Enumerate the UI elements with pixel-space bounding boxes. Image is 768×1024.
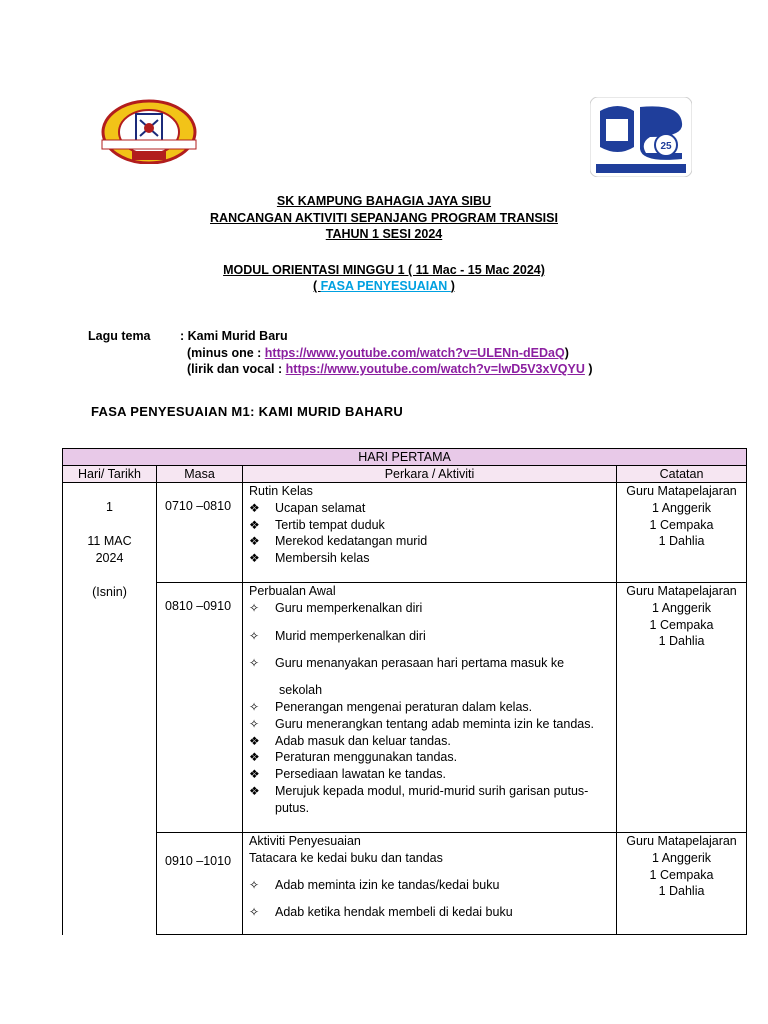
day-year: 2024 [95, 551, 124, 565]
time-cell: 0910 –1010 [157, 833, 243, 935]
col-header-aktiviti: Perkara / Aktiviti [243, 466, 617, 483]
list-item: ✧ Adab ketika hendak membeli di kedai buku [249, 905, 513, 920]
table-title: HARI PERTAMA [63, 449, 747, 466]
activity-heading: Rutin Kelas [249, 484, 313, 498]
bullet-icon: ❖ [249, 517, 260, 532]
bullet-icon: ✧ [249, 628, 260, 643]
lyrics-vocal-link[interactable]: https://www.youtube.com/watch?v=lwD5V3xVQYU [285, 362, 585, 376]
program-logo [590, 97, 692, 177]
list-continuation: sekolah [279, 683, 323, 698]
bullet-icon: ✧ [249, 877, 260, 892]
time-cell: 0810 –0910 [157, 583, 243, 833]
activity-cell [243, 583, 617, 833]
day-cell [63, 483, 157, 935]
list-item: ❖ Ucapan selamat [249, 500, 366, 515]
activity-cell [243, 833, 617, 935]
list-item: ❖ Tertib tempat duduk [249, 517, 385, 532]
list-item: ❖ Persediaan lawatan ke tandas. [249, 767, 446, 782]
activity-heading: Aktiviti Penyesuaian [249, 834, 361, 848]
schedule-table [62, 448, 747, 935]
remarks-cell: Guru Matapelajaran 1 Anggerik 1 Cempaka 1 Dahlia [617, 483, 747, 583]
col-header-catatan: Catatan [617, 466, 747, 483]
table-row [63, 833, 747, 935]
day-date: 11 MAC [87, 534, 132, 548]
bullet-icon: ✧ [249, 699, 260, 714]
time-cell: 0710 –0810 [157, 483, 243, 583]
activity-heading: Perbualan Awal [249, 584, 336, 598]
bullet-icon: ✧ [249, 905, 260, 920]
activity-cell [243, 483, 617, 583]
year-session: TAHUN 1 SESI 2024 [325, 227, 443, 241]
day-number: 1 [106, 500, 113, 514]
list-item: ❖ Merujuk kepada modul, murid-murid surih garisan putus-putus. [249, 783, 589, 815]
remarks-cell: Guru Matapelajaran 1 Anggerik 1 Cempaka 1 Dahlia [617, 833, 747, 935]
list-item: ✧ Murid memperkenalkan diri [249, 628, 426, 643]
list-item: ❖ Membersih kelas [249, 551, 370, 566]
activity-subheading: Tatacara ke kedai buku dan tandas [249, 850, 443, 865]
list-item: ❖ Adab masuk dan keluar tandas. [249, 733, 451, 748]
col-header-masa: Masa [157, 466, 243, 483]
list-item: ✧ Guru memperkenalkan diri [249, 600, 423, 615]
list-item: ❖ Peraturan menggunakan tandas. [249, 750, 458, 765]
section-title: FASA PENYESUAIAN M1: KAMI MURID BAHARU [91, 404, 404, 419]
table-row [63, 483, 747, 583]
minus-one-line: (minus one : https://www.youtube.com/watch?v=ULENn-dEDaQ) [187, 346, 569, 360]
minus-one-link[interactable]: https://www.youtube.com/watch?v=ULENn-dEDaQ [264, 346, 565, 360]
module-title: MODUL ORIENTASI MINGGU 1 ( 11 Mac - 15 Mac 2024) [223, 263, 545, 277]
day-weekday: (Isnin) [92, 585, 127, 599]
logo-number: 25 [660, 141, 672, 152]
bullet-icon: ❖ [249, 500, 260, 515]
table-row [63, 583, 747, 833]
col-header-hari: Hari/ Tarikh [63, 466, 157, 483]
list-item: ❖ Merekod kedatangan murid [249, 534, 428, 549]
bullet-icon: ✧ [249, 656, 260, 671]
list-item: ✧ Penerangan mengenai peraturan dalam kelas. [249, 699, 533, 714]
theme-song: Lagu tema : Kami Murid Baru [88, 329, 288, 343]
bullet-icon: ✧ [249, 600, 260, 615]
school-logo [96, 98, 202, 164]
phase-label: ( FASA PENYESUAIAN ) [313, 279, 455, 293]
list-item: ✧ Guru menanyakan perasaan hari pertama masuk ke [249, 656, 565, 671]
bullet-icon: ❖ [249, 767, 260, 782]
bullet-icon: ✧ [249, 716, 260, 731]
bullet-icon: ❖ [249, 750, 260, 765]
bullet-icon: ❖ [249, 551, 260, 566]
bullet-icon: ❖ [249, 783, 260, 798]
lyrics-vocal-line: (lirik dan vocal : https://www.youtube.com/watch?v=lwD5V3xVQYU ) [187, 362, 593, 376]
list-item: ✧ Guru menerangkan tentang adab meminta izin ke tandas. [249, 716, 594, 731]
bullet-icon: ❖ [249, 733, 260, 748]
remarks-cell: Guru Matapelajaran 1 Anggerik 1 Cempaka 1 Dahlia [617, 583, 747, 833]
plan-title: RANCANGAN AKTIVITI SEPANJANG PROGRAM TRANSISI [210, 211, 558, 225]
bullet-icon: ❖ [249, 534, 260, 549]
school-name: SK KAMPUNG BAHAGIA JAYA SIBU [276, 194, 492, 208]
list-item: ✧ Adab meminta izin ke tandas/kedai buku [249, 877, 500, 892]
